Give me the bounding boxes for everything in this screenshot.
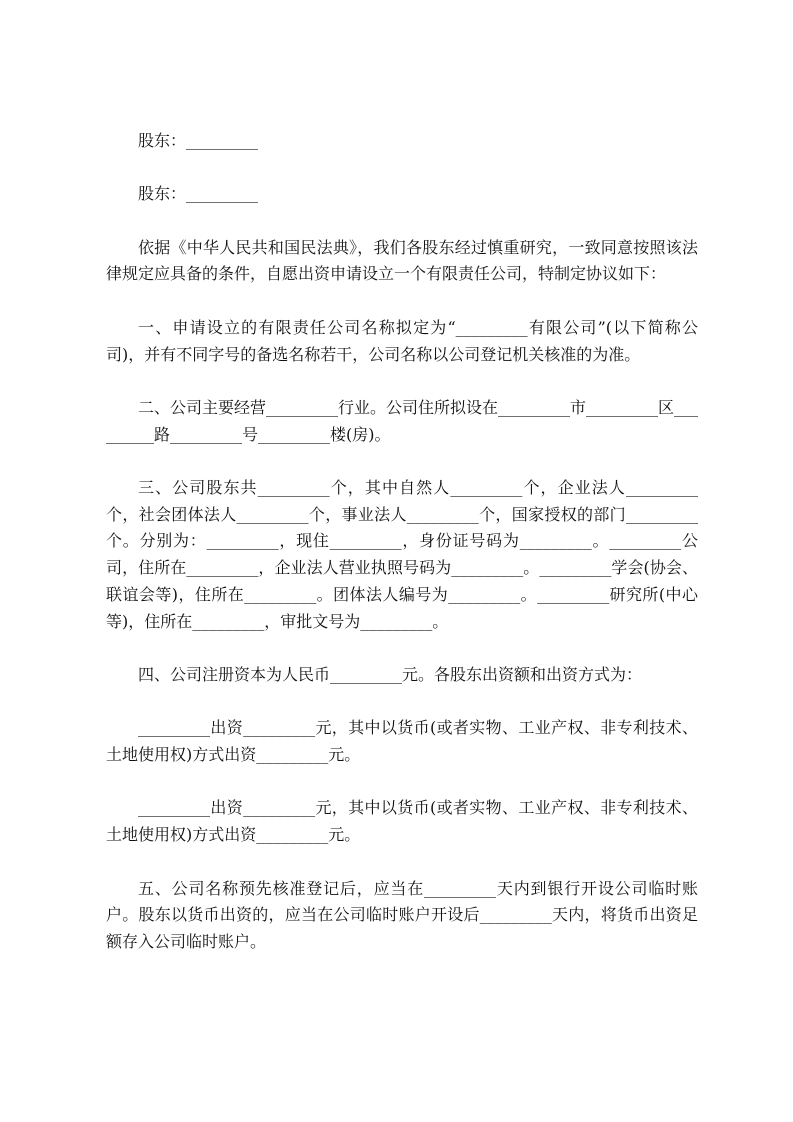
contribution-line: _________出资_________元，其中以货币(或者实物、工业产权、非专利技术、土地使用权)方式出资_________元。: [106, 718, 698, 765]
clause-temporary-account: 五、公司名称预先核准登记后，应当在_________天内到银行开设公司临时账户。股东以货币出资的，应当在公司临时账户开设后_________天内，将货币出资足额存入公司临时账户。: [106, 878, 698, 951]
shareholder-line: 股东：_________: [138, 131, 259, 150]
clause-company-name: 一、申请设立的有限责任公司名称拟定为“_________有限公司”(以下简称公司)，并有不同字号的备选名称若干，公司名称以公司登记机关核准的为准。: [106, 317, 698, 364]
shareholder-line: 股东：_________: [138, 184, 259, 204]
preamble-paragraph: 依据《中华人民共和国民法典》，我们各股东经过慎重研究，一致同意按照该法律规定应具备的条件，自愿出资申请设立一个有限责任公司，特制定协议如下：: [106, 237, 698, 284]
clause-business-and-address: 二、公司主要经营_________行业。公司住所拟设在_________市_________区_________路_________号_________楼(房)。: [106, 397, 699, 444]
clause-registered-capital: 四、公司注册资本为人民币_________元。各股东出资额和出资方式为：: [138, 664, 643, 684]
clause-shareholder-composition: 三、公司股东共_________个，其中自然人_________个，企业法人_________个，社会团体法人_________个，事业法人_________个，国家授权的部门_________个。分别为：_________，现住_________，身份证号码为_________。_________公司，住所在_________，企业法人营业执照号码为_________。_________学会(协会、联谊会等)，住所在_________。团体法人编号为_________。_________研究所(中心等)，住所在_________，审批文号为_________。: [106, 478, 698, 631]
contribution-line: _________出资_________元，其中以货币(或者实物、工业产权、非专利技术、土地使用权)方式出资_________元。: [106, 798, 698, 845]
